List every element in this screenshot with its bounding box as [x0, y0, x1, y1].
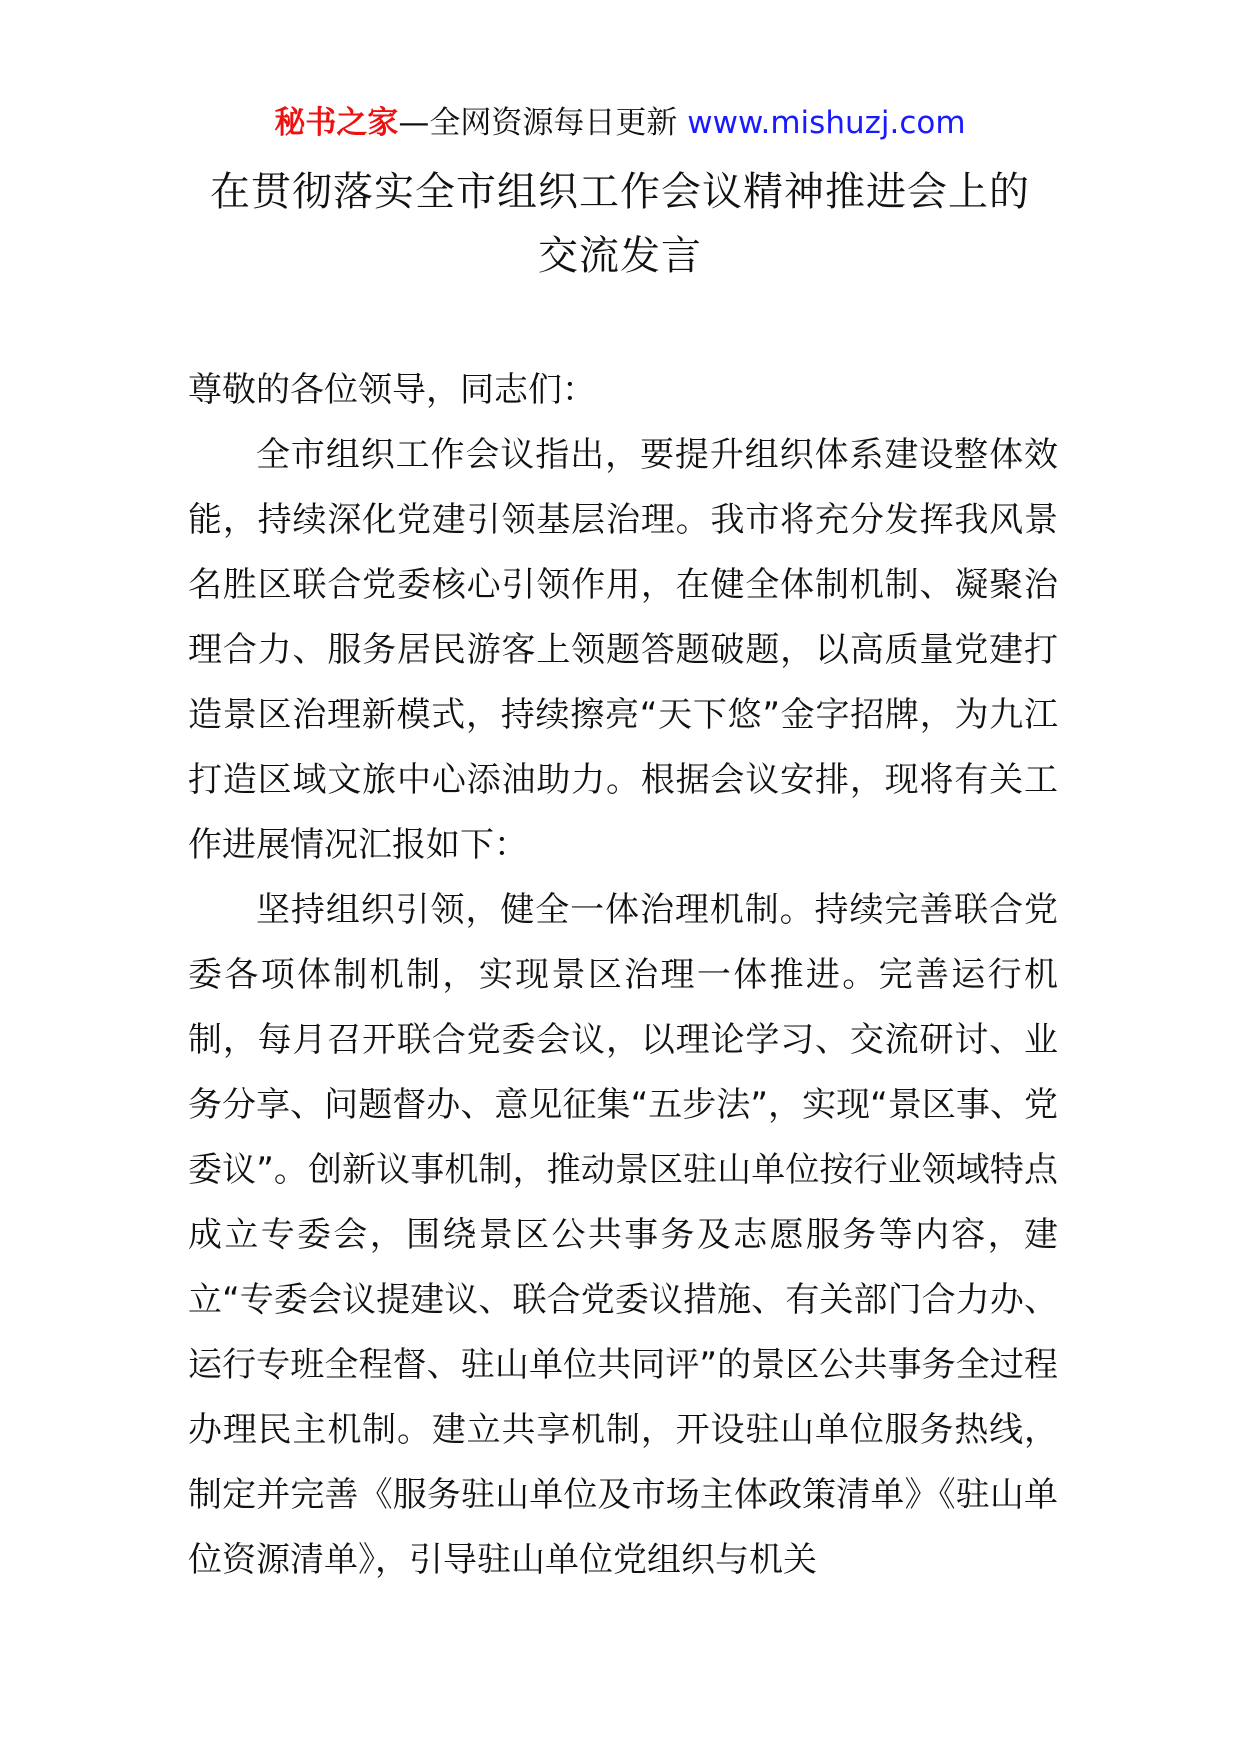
header-tagline: —全网资源每日更新	[398, 105, 688, 141]
brand-name: 秘书之家	[274, 105, 399, 141]
paragraph-intro: 全市组织工作会议指出，要提升组织体系建设整体效能，持续深化党建引领基层治理。我市将充分发挥我风景名胜区联合党委核心引领作用，在健全体制机制、凝聚治理合力、服务居民游客上领题答题破题，以高质量党建打造景区治理新模式，持续擦亮“天下悠”金字招牌，为九江打造区域文旅中心添油助力。根据会议安排，现将有关工作进展情况汇报如下：	[188, 435, 1058, 865]
title-line-2: 交流发言	[538, 233, 702, 279]
paragraph-organization: 坚持组织引领，健全一体治理机制。持续完善联合党委各项体制机制，实现景区治理一体推进。完善运行机制，每月召开联合党委会议，以理论学习、交流研讨、业务分享、问题督办、意见征集“五步法”，实现“景区事、党委议”。创新议事机制，推动景区驻山单位按行业领域特点成立专委会，围绕景区公共事务及志愿服务等内容，建立“专委会议提建议、联合党委议措施、有关部门合力办、运行专班全程督、驻山单位共同评”的景区公共事务全过程办理民主机制。建立共享机制，开设驻山单位服务热线，制定并完善《服务驻山单位及市场主体政策清单》《驻山单位资源清单》，引导驻山单位党组织与机关	[188, 890, 1058, 1580]
site-header	[0, 98, 1240, 148]
salutation: 尊敬的各位领导，同志们：	[188, 370, 596, 410]
document-body	[188, 358, 1058, 1593]
site-url-link[interactable]: www.mishuzj.com	[687, 105, 966, 141]
title-line-1: 在贯彻落实全市组织工作会议精神推进会上的	[210, 169, 1030, 215]
document-title	[0, 160, 1240, 288]
